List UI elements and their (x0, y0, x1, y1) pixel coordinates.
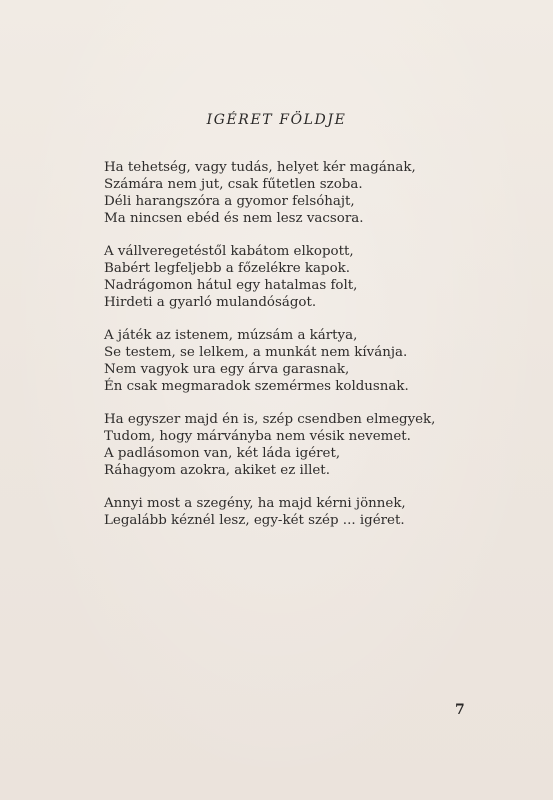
poem-line: Se testem, se lelkem, a munkát nem kívánja. (104, 345, 408, 360)
poem-line: Tudom, hogy márványba nem vésik nevemet. (104, 429, 411, 444)
poem-line: A padlásomon van, két láda igéret, (104, 446, 341, 461)
poem-line: A játék az istenem, múzsám a kártya, (104, 328, 358, 343)
poem-line: Én csak megmaradok szemérmes koldusnak. (104, 379, 409, 394)
stanza-1 (104, 159, 524, 227)
stanza-2 (104, 243, 524, 311)
poem-line: Déli harangszóra a gyomor felsóhajt, (104, 194, 355, 209)
poem-line: Hirdeti a gyarló mulandóságot. (104, 295, 317, 310)
poem-line: Ha egyszer majd én is, szép csendben elmegyek, (104, 412, 436, 427)
poem-body (104, 159, 524, 545)
stanza-5 (104, 495, 524, 529)
stanza-3 (104, 327, 524, 395)
poem-line: Ma nincsen ebéd és nem lesz vacsora. (104, 211, 364, 226)
poem-line: Számára nem jut, csak fűtetlen szoba. (104, 177, 363, 192)
poem-line: Legalább kéznél lesz, egy-két szép ... igéret. (104, 513, 405, 528)
poem-title: IGÉRET FÖLDJE (206, 112, 347, 128)
poem-line: Nadrágomon hátul egy hatalmas folt, (104, 278, 358, 293)
poem-line: Annyi most a szegény, ha majd kérni jönnek, (104, 496, 406, 511)
poem-line: Nem vagyok ura egy árva garasnak, (104, 362, 350, 377)
poem-line: Ráhagyom azokra, akiket ez illet. (104, 463, 330, 478)
poem-line: Ha tehetség, vagy tudás, helyet kér magának, (104, 160, 416, 175)
page-number: 7 (455, 702, 465, 718)
stanza-4 (104, 411, 524, 479)
poem-line: A vállveregetéstől kabátom elkopott, (104, 244, 354, 259)
poem-line: Babért legfeljebb a főzelékre kapok. (104, 261, 351, 276)
